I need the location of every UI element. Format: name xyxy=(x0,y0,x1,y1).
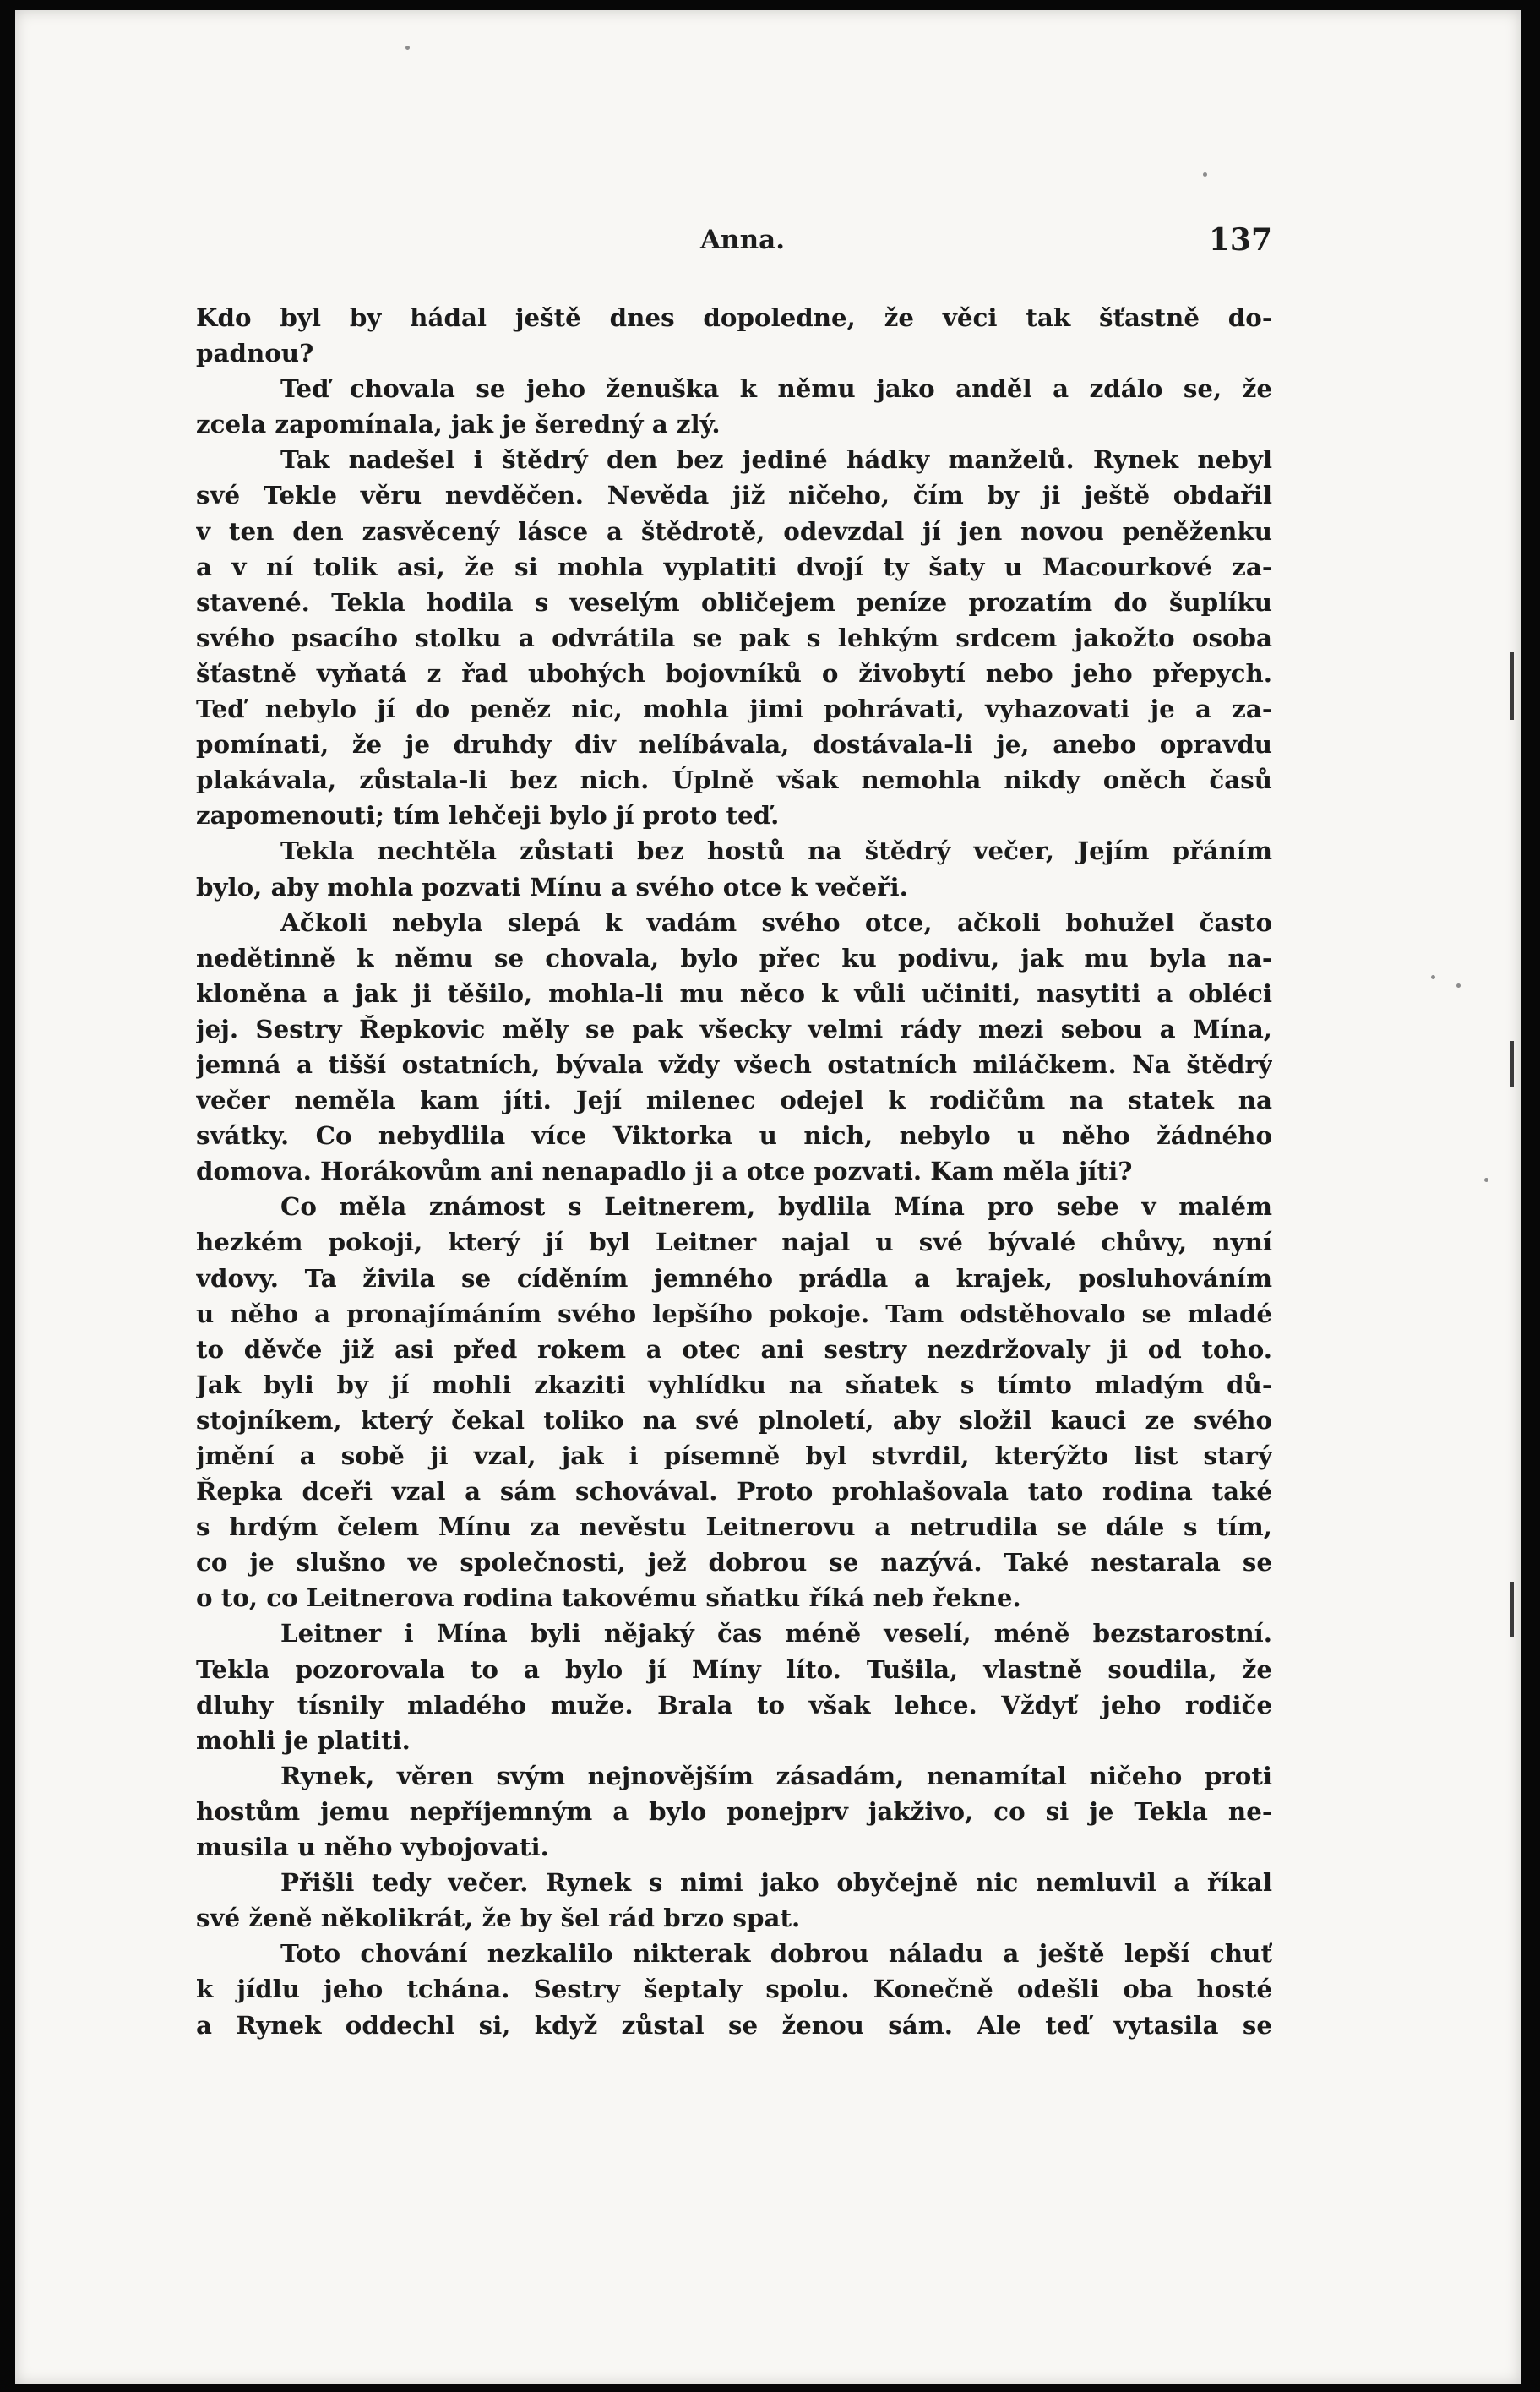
text-line: plakávala, zůstala-li bez nich. Úplně však nemohla nikdy oněch časů xyxy=(196,765,1272,795)
text-line: Tekla pozorovala to a bylo jí Míny líto. Tušila, vlastně soudila, že xyxy=(196,1654,1272,1684)
text-line: hezkém pokoji, který jí byl Leitner najal u své bývalé chůvy, nyní xyxy=(196,1227,1272,1257)
scan-speck xyxy=(1484,1178,1488,1182)
text-line: a v ní tolik asi, že si mohla vyplatiti dvojí ty šaty u Macourkové za- xyxy=(196,551,1272,581)
text-line: stavené. Tekla hodila s veselým obličejem peníze prozatím do šuplíku xyxy=(196,586,1272,617)
text-line: Kdo byl by hádal ještě dnes dopoledne, že věci tak šťastně do- xyxy=(196,302,1272,332)
scan-edge-mark xyxy=(1510,652,1514,720)
text-line: u něho a pronajímáním svého lepšího pokoje. Tam odstěhovalo se mladé xyxy=(196,1298,1272,1328)
text-line: a Rynek oddechl si, když zůstal se ženou sám. Ale teď vytasila se xyxy=(196,2009,1272,2040)
scan-speck xyxy=(1431,975,1435,979)
text-line: Přišli tedy večer. Rynek s nimi jako obyčejně nic nemluvil a říkal xyxy=(280,1867,1272,1898)
text-line: jemná a tišší ostatních, bývala vždy všech ostatních miláčkem. Na štědrý xyxy=(196,1049,1272,1079)
scan-speck xyxy=(1203,172,1207,177)
text-line: nedětinně k němu se chovala, bylo přec ku podivu, jak mu byla na- xyxy=(196,942,1272,973)
text-line: Teď nebylo jí do peněz nic, mohla jimi pohrávati, vyhazovati je a za- xyxy=(196,694,1272,724)
text-line: Ačkoli nebyla slepá k vadám svého otce, ačkoli bohužel často xyxy=(280,907,1272,937)
text-line: svého psacího stolku a odvrátila se pak s lehkým srdcem jakožto osoba xyxy=(196,622,1272,652)
text-line: v ten den zasvěcený lásce a štědrotě, odevzdal jí jen novou peněženku xyxy=(196,515,1272,546)
text-line: Jak byli by jí mohli zkaziti vyhlídku na sňatek s tímto mladým dů- xyxy=(196,1369,1272,1399)
text-line: o to, co Leitnerova rodina takovému sňatku říká neb řekne. xyxy=(196,1583,1021,1613)
text-line: Co měla známost s Leitnerem, bydlila Mína pro sebe v malém xyxy=(280,1191,1272,1222)
text-line: dluhy tísnily mladého muže. Brala to však lehce. Vždyť jeho rodiče xyxy=(196,1689,1272,1719)
scan-speck xyxy=(405,46,410,50)
text-line: mohli je platiti. xyxy=(196,1725,411,1755)
text-line: svátky. Co nebydlila více Viktorka u nich, nebylo u něho žádného xyxy=(196,1120,1272,1151)
scan-edge-mark xyxy=(1510,1041,1514,1087)
text-line: co je slušno ve společnosti, jež dobrou se nazývá. Také nestarala se xyxy=(196,1547,1272,1577)
text-line: musila u něho vybojovati. xyxy=(196,1832,549,1862)
text-line: Toto chování nezkalilo nikterak dobrou náladu a ještě lepší chuť xyxy=(280,1938,1272,1969)
text-line: Tekla nechtěla zůstati bez hostů na štědrý večer, Jejím přáním xyxy=(280,836,1272,866)
text-line: stojníkem, který čekal toliko na své plnoletí, aby složil kauci ze svého xyxy=(196,1404,1272,1435)
text-line: Řepka dceři vzal a sám schovával. Proto prohlašovala tato rodina také xyxy=(196,1476,1272,1507)
text-line: zapomenouti; tím lehčeji bylo jí proto teď. xyxy=(196,800,780,831)
text-line: bylo, aby mohla pozvati Mínu a svého otce k večeři. xyxy=(196,871,908,902)
text-line: k jídlu jeho tchána. Sestry šeptaly spolu. Konečně odešli oba hosté xyxy=(196,1974,1272,2004)
page-number: 137 xyxy=(1208,222,1272,258)
text-line: své ženě několikrát, že by šel rád brzo spat. xyxy=(196,1903,801,1933)
text-line: šťastně vyňatá z řad ubohých bojovníků o živobytí nebo jeho přepych. xyxy=(196,657,1272,688)
text-line: Rynek, věren svým nejnovějším zásadám, nenamítal ničeho proti xyxy=(280,1760,1272,1790)
text-line: Tak nadešel i štědrý den bez jediné hádky manželů. Rynek nebyl xyxy=(280,444,1272,475)
page-header xyxy=(196,223,1272,264)
text-line: pomínati, že je druhdy div nelíbávala, dostávala-li je, anebo opravdu xyxy=(196,729,1272,760)
text-line: s hrdým čelem Mínu za nevěstu Leitnerovu a netrudila se dále s tím, xyxy=(196,1512,1272,1542)
text-line: jmění a sobě ji vzal, jak i písemně byl stvrdil, kterýžto list starý xyxy=(196,1441,1272,1470)
text-line: kloněna a jak ji těšilo, mohla-li mu něco k vůli učiniti, nasytiti a obléci xyxy=(196,978,1272,1008)
text-line: jej. Sestry Řepkovic měly se pak všecky velmi rády mezi sebou a Mína, xyxy=(196,1013,1272,1043)
text-line: hostům jemu nepříjemným a bylo ponejprv jakživo, co si je Tekla ne- xyxy=(196,1795,1272,1826)
body-text xyxy=(196,300,1272,2043)
text-line: zcela zapomínala, jak je šeredný a zlý. xyxy=(196,409,721,439)
text-line: Leitner i Mína byli nějaký čas méně veselí, méně bezstarostní. xyxy=(280,1618,1272,1648)
text-line: to děvče již asi před rokem a otec ani sestry nezdržovaly ji od toho. xyxy=(196,1333,1272,1364)
text-line: padnou? xyxy=(196,338,314,368)
running-title: Anna. xyxy=(700,225,786,255)
text-line: své Tekle věru nevděčen. Nevěda již ničeho, čím by ji ještě obdařil xyxy=(196,480,1272,510)
text-line: vdovy. Ta živila se cíděním jemného prádla a krajek, posluhováním xyxy=(196,1262,1272,1293)
text-line: Teď chovala se jeho ženuška k němu jako anděl a zdálo se, že xyxy=(280,373,1272,404)
book-page xyxy=(15,10,1521,2384)
scan-edge-mark xyxy=(1510,1582,1514,1637)
scan-speck xyxy=(1456,983,1461,988)
text-line: večer neměla kam jíti. Její milenec odejel k rodičům na statek na xyxy=(196,1085,1272,1115)
text-line: domova. Horákovům ani nenapadlo ji a otce pozvati. Kam měla jíti? xyxy=(196,1156,1133,1186)
